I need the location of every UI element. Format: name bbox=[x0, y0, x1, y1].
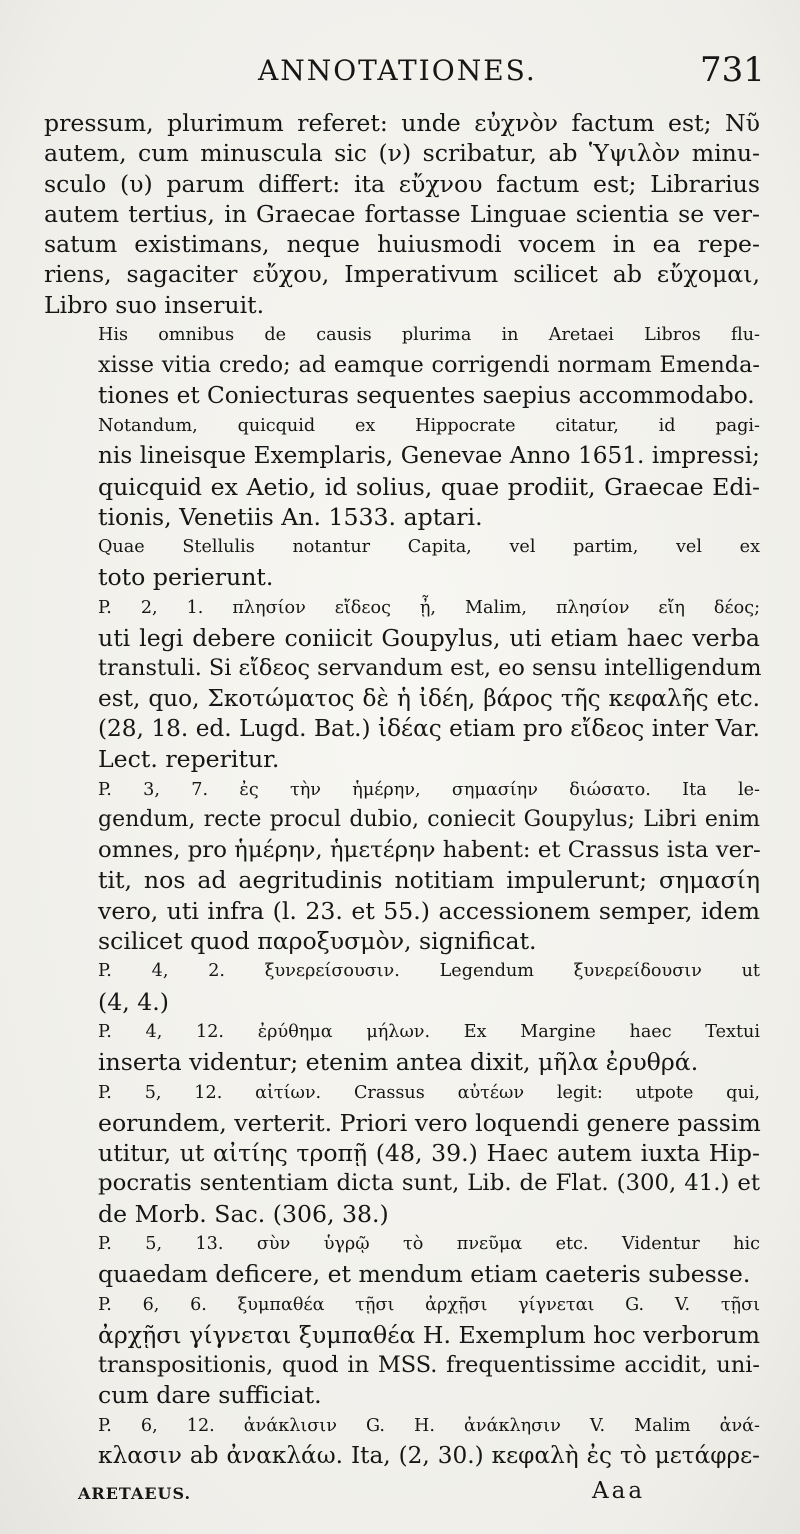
paragraph-notandum bbox=[44, 411, 760, 532]
text-line: P. 5, 12. αἰτίων. Crassus αὐτέων legit: utpote qui, bbox=[98, 1082, 760, 1103]
text-line: ἀρχῇσι γίγνεται ξυμπαθέα H. Exemplum hoc verborum bbox=[98, 1320, 760, 1349]
annotations-body bbox=[44, 108, 760, 1471]
running-title: ANNOTATIONES. bbox=[258, 54, 537, 87]
text-line: (28, 18. ed. Lugd. Bat.) ἰδέας etiam pro εἴδεος inter Var. bbox=[98, 714, 760, 742]
text-line: xisse vitia credo; ad eamque corrigendi normam Emenda- bbox=[98, 352, 760, 379]
text-line: His omnibus de causis plurima in Aretaei Libros flu- bbox=[98, 325, 760, 346]
text-line: tit, nos ad aegritudinis notitiam impulerunt; σημασίη bbox=[98, 866, 760, 895]
text-line: P. 6, 12. ἀνάκλισιν G. H. ἀνάκλησιν V. Malim ἀνά- bbox=[98, 1415, 760, 1436]
text-line: pressum, plurimum referet: unde εὐχνὸν factum est; Νῦ bbox=[44, 109, 760, 137]
text-line: tionis, Venetiis An. 1533. aptari. bbox=[98, 502, 483, 531]
note-p6-12 bbox=[44, 1411, 760, 1472]
note-p5-13 bbox=[44, 1229, 760, 1290]
text-line: pocratis sententiam dicta sunt, Lib. de Flat. (300, 41.) et bbox=[98, 1170, 760, 1197]
paragraph-continuation bbox=[44, 108, 760, 320]
text-line: cum dare sufficiat. bbox=[98, 1381, 322, 1410]
text-line: Lect. reperitur. bbox=[98, 745, 280, 774]
text-line: vero, uti infra (l. 23. et 55.) accessionem semper, idem bbox=[98, 896, 760, 925]
text-line: quaedam deficere, et mendum etiam caeteris subesse. bbox=[98, 1260, 751, 1289]
signature-mark: ARETAEUS. bbox=[78, 1484, 192, 1503]
text-line: tiones et Coniecturas sequentes saepius accommodabo. bbox=[98, 381, 755, 409]
note-p6-6 bbox=[44, 1290, 760, 1411]
note-p3-7 bbox=[44, 775, 760, 957]
text-line: toto perierunt. bbox=[98, 563, 274, 592]
text-line: de Morb. Sac. (306, 38.) bbox=[98, 1199, 389, 1228]
text-line: κλασιν ab ἀνακλάω. Ita, (2, 30.) κεφαλὴ ἐς τὸ μετάφρε- bbox=[98, 1442, 760, 1470]
text-line: P. 4, 12. ἐρύθημα μήλων. Ex Margine haec Textui bbox=[98, 1021, 760, 1042]
paragraph-causes bbox=[44, 320, 760, 411]
text-line: nis lineisque Exemplaris, Genevae Anno 1651. impressi; bbox=[98, 442, 760, 470]
text-line: est, quo, Σκοτώματος δὲ ἡ ἰδέη, βάρος τῆς κεφαλῆς etc. bbox=[98, 684, 760, 712]
text-line: sculo (υ) parum differt: ita εὔχνου factum est; Librarius bbox=[44, 169, 760, 198]
text-line: Notandum, quicquid ex Hippocrate citatur, id pagi- bbox=[98, 415, 760, 436]
text-line: utitur, ut αἰτίης τροπῇ (48, 39.) Haec autem iuxta Hip- bbox=[98, 1139, 760, 1168]
text-line: P. 5, 13. σὺν ὑγρῷ τὸ πνεῦμα etc. Videntur hic bbox=[98, 1233, 760, 1254]
text-line: scilicet quod παροξυσμὸν, significat. bbox=[98, 927, 537, 956]
text-line: (4, 4.) bbox=[98, 987, 169, 1016]
page-number: 731 bbox=[700, 50, 765, 90]
text-line: autem, cum minuscula sic (ν) scribatur, ab Ὑψιλὸν minu- bbox=[44, 139, 760, 168]
sheet-mark: Aaa bbox=[592, 1478, 646, 1504]
paragraph-stellulis bbox=[44, 532, 760, 593]
text-line: P. 6, 6. ξυμπαθέα τῇσι ἀρχῇσι γίγνεται G. V. τῇσι bbox=[98, 1294, 760, 1315]
text-line: quicquid ex Aetio, id solius, quae prodiit, Graecae Edi- bbox=[98, 472, 760, 501]
text-line: Quae Stellulis notantur Capita, vel partim, vel ex bbox=[98, 537, 760, 558]
text-line: autem tertius, in Graecae fortasse Linguae scientia se ver- bbox=[44, 199, 760, 228]
text-line: P. 4, 2. ξυνερείσουσιν. Legendum ξυνερείδουσιν ut bbox=[98, 961, 760, 982]
text-line: gendum, recte procul dubio, coniecit Goupylus; Libri enim bbox=[98, 806, 760, 832]
text-line: P. 3, 7. ἐς τὴν ἡμέρην, σημασίην διώσατο. Ita le- bbox=[98, 779, 760, 800]
text-line: uti legi debere coniicit Goupylus, uti etiam haec verba bbox=[98, 624, 760, 653]
text-line: P. 2, 1. πλησίον εἴδεος ᾖ, Malim, πλησίον εἴη δέος; bbox=[98, 597, 760, 618]
text-line: inserta videntur; etenim antea dixit, μῆλα ἐρυθρά. bbox=[98, 1048, 699, 1077]
text-line: transtuli. Si εἴδεος servandum est, eo sensu intelligendum bbox=[98, 655, 762, 682]
note-p5-12 bbox=[44, 1078, 760, 1229]
note-p2-1 bbox=[44, 593, 760, 775]
text-line: eorundem, verterit. Priori vero loquendi genere passim bbox=[98, 1108, 761, 1137]
text-line: transpositionis, quod in MSS. frequentissime accidit, uni- bbox=[98, 1352, 760, 1379]
note-p4-2 bbox=[44, 956, 760, 1017]
text-line: Libro suo inseruit. bbox=[44, 290, 265, 319]
running-header bbox=[0, 48, 800, 92]
note-p4-12 bbox=[44, 1017, 760, 1078]
text-line: satum existimans, neque huiusmodi vocem in ea repe- bbox=[44, 230, 760, 259]
text-line: omnes, pro ἡμέρην, ἡμετέρην habent: et Crassus ista ver- bbox=[98, 837, 761, 864]
text-line: riens, sagaciter εὔχου, Imperativum scilicet ab εὔχομαι, bbox=[44, 260, 760, 289]
page-footer bbox=[0, 1480, 800, 1510]
